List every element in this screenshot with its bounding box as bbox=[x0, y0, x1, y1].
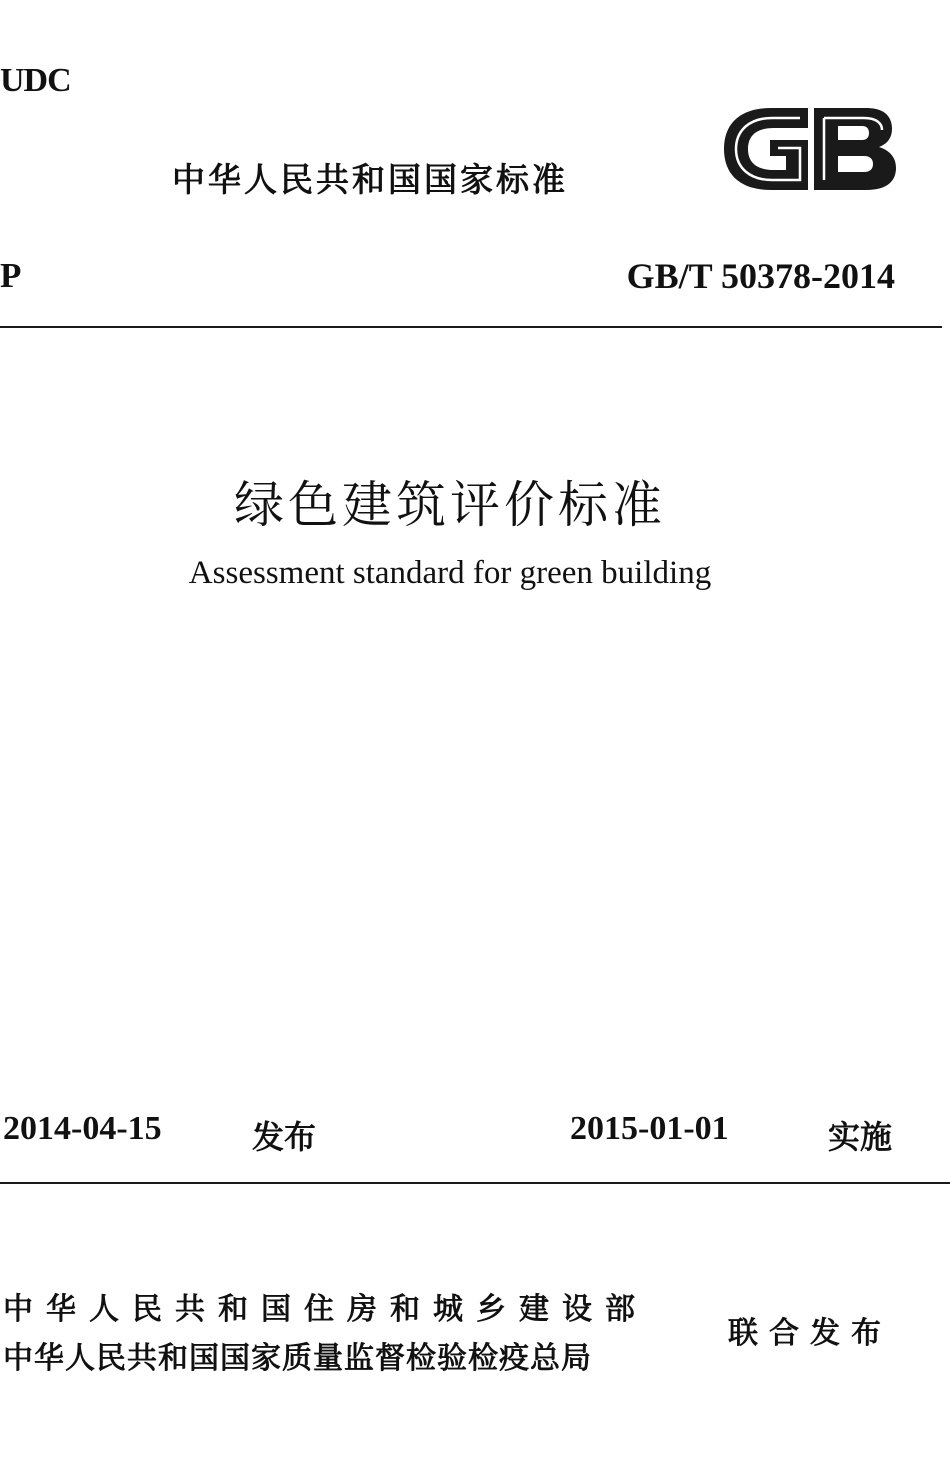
effective-label: 实施 bbox=[828, 1118, 893, 1156]
title-chinese: 绿色建筑评价标准 bbox=[234, 476, 666, 534]
joint-issue-label: 联合发布 bbox=[728, 1316, 892, 1351]
publish-date: 2014-04-15 bbox=[3, 1110, 162, 1147]
udc-label: UDC bbox=[0, 62, 71, 99]
gb-logo-b bbox=[814, 108, 896, 190]
effective-date: 2015-01-01 bbox=[570, 1110, 729, 1147]
publish-label: 发布 bbox=[252, 1118, 317, 1156]
title-english: Assessment standard for green building bbox=[188, 555, 712, 591]
classification-letter: P bbox=[0, 256, 22, 295]
issuer-aqsiq: 中华人民共和国国家质量监督检验检疫总局 bbox=[3, 1341, 592, 1376]
gb-logo bbox=[716, 104, 898, 194]
national-standard-heading: 中华人民共和国国家标准 bbox=[172, 160, 568, 199]
header-divider bbox=[0, 326, 942, 328]
footer-divider bbox=[0, 1182, 950, 1184]
issuer-ministry: 中华人民共和国住房和城乡建设部 bbox=[3, 1292, 648, 1327]
standard-number: GB/T 50378-2014 bbox=[626, 256, 895, 296]
